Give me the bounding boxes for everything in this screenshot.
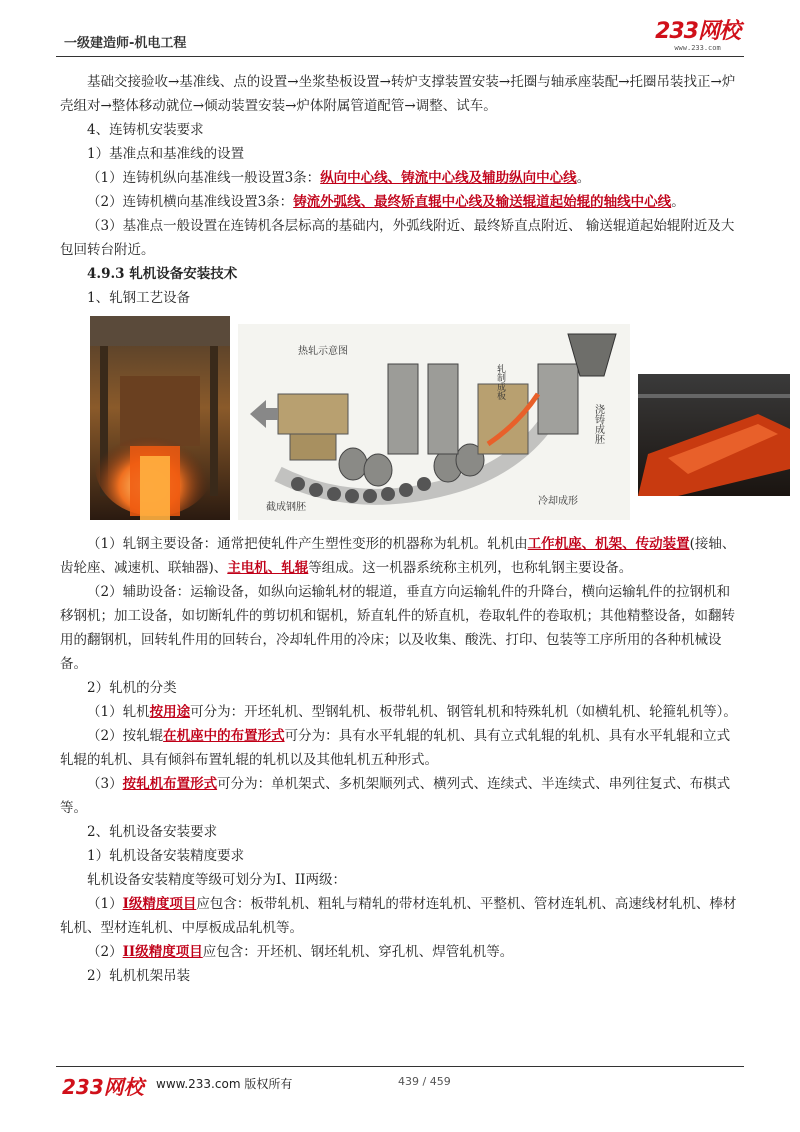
text-span: 可分为：具有水平轧辊的轧机、具有立式轧辊的轧机、具有水平轧辊和立式轧辊的轧机、具有倾斜布置轧辊的轧机以及其他轧机五种形式。: [60, 728, 731, 768]
highlight-text: 按用途: [149, 704, 191, 720]
heading-mill-classification: 2）轧机的分类: [87, 680, 177, 696]
rolling-mill-photo: [90, 316, 230, 520]
text-span: 等组成。这一机器系统称主机列，也称轧钢主要设备。: [308, 560, 633, 576]
hot-rolling-diagram: [238, 324, 630, 520]
paragraph-level-one: [60, 892, 740, 940]
diagram-label-title: 热轧示意图: [298, 346, 348, 357]
brand-logo-text: 233网校: [655, 19, 740, 44]
heading-rolling-equipment: 1、轧钢工艺设备: [87, 290, 191, 306]
text-span: （2）按轧辊: [87, 728, 164, 744]
heading-precision-requirements: 1）轧机设备安装精度要求: [87, 848, 245, 864]
diagram-label-pour: 浇铸成胚: [592, 404, 604, 444]
text-span: 。: [671, 194, 685, 210]
paragraph-converter-process: 基础交接验收→基准线、点的设置→坐浆垫板设置→转炉支撑装置安装→托圈与轴承座装配→托圈吊装找正→炉壳组对→整体移动就位→倾动装置安装→炉体附属管道配管→调整、试车。: [60, 74, 736, 114]
highlight-text: 按轧机布置形式: [122, 776, 218, 792]
paragraph-by-layout: [60, 772, 740, 820]
text-span: （1）连铸机纵向基准线一般设置3条：: [87, 170, 321, 186]
brand-logo: [655, 20, 740, 52]
paragraph-datum-points: （3）基准点一般设置在连铸机各层标高的基础内，外弧线附近、最终矫直点附近、 输送辊道起始辊附近及大包回转台附近。: [60, 218, 735, 258]
heading-stand-hoisting: 2）轧机机架吊装: [87, 968, 191, 984]
page-number: 439 / 459: [398, 1075, 451, 1088]
paragraph-precision-levels: 轧机设备安装精度等级可划分为I、II两级：: [87, 872, 346, 888]
text-span: (接轴、齿轮座、减速机、联轴器)、: [60, 536, 736, 576]
text-span: （1）轧钢主要设备：通常把使轧件产生塑性变形的机器称为轧机。轧机由: [87, 536, 528, 552]
paragraph-level-two: [60, 940, 740, 964]
text-span: （2）: [87, 944, 123, 960]
footer-copyright: www.233.com 版权所有: [156, 1077, 293, 1091]
hot-slab-photo: [638, 374, 790, 496]
highlight-text: II级精度项目: [122, 944, 203, 960]
heading-datum-setting: 1）基准点和基准线的设置: [87, 146, 245, 162]
page-footer: [56, 1066, 744, 1097]
highlight-text: I级精度项目: [122, 896, 197, 912]
paragraph-by-roll-arrangement: [60, 724, 740, 772]
document-title: 一级建造师-机电工程: [64, 36, 187, 51]
text-span: （3）: [87, 776, 123, 792]
text-span: （1）轧机: [87, 704, 150, 720]
section-title: 轧机设备安装技术: [129, 266, 238, 282]
text-span: （1）: [87, 896, 123, 912]
document-body: [60, 70, 740, 988]
diagram-label-cut: 截成钢胚: [266, 502, 306, 513]
footer-logo: 233网校: [62, 1075, 144, 1099]
paragraph-longitudinal-datum: [60, 166, 740, 190]
highlight-text: 铸流外弧线、最终矫直辊中心线及输送辊道起始辊的轴线中心线: [293, 194, 672, 210]
heading-continuous-caster: 4、连铸机安装要求: [87, 122, 204, 138]
highlight-text: 在机座中的布置形式: [163, 728, 285, 744]
paragraph-by-purpose: [60, 700, 740, 724]
diagram-label-cool: 冷却成形: [538, 496, 578, 507]
text-span: 可分为：开坯轧机、型钢轧机、板带轧机、钢管轧机和特殊轧机（如横轧机、轮箍轧机等）。: [190, 704, 737, 720]
text-span: （2）连铸机横向基准线设置3条：: [87, 194, 294, 210]
paragraph-main-equipment: [60, 532, 740, 580]
highlight-text: 工作机座、机架、传动装置: [527, 536, 690, 552]
brand-logo-url: www.233.com: [674, 44, 721, 52]
section-number: 4.9.3: [87, 266, 125, 282]
paragraph-transverse-datum: [60, 190, 740, 214]
figure-row: [60, 316, 740, 526]
highlight-text: 纵向中心线、铸流中心线及辅助纵向中心线: [320, 170, 577, 186]
text-span: 。: [576, 170, 591, 186]
text-span: 应包含：开坯机、钢坯轧机、穿孔机、焊管轧机等。: [202, 944, 514, 960]
text-span: 应包含：板带轧机、粗轧与精轧的带材连轧机、平整机、管材连轧机、高速线材轧机、棒材轧机、型材连轧机、中厚板成品轧机等。: [60, 896, 737, 936]
paragraph-auxiliary-equipment: （2）辅助设备：运输设备，如纵向运输轧材的辊道，垂直方向运输轧件的升降台，横向运输轧件的拉钢机和移钢机；加工设备，如切断轧件的剪切机和锯机，矫直轧件的矫直机，卷取轧件的卷取机；其他精整设备，如翻转用的翻钢机，回转轧件用的回转台，冷却轧件用的冷床；以及收集、酸洗、打印、包装等工序所用的各种机械设备。: [60, 584, 735, 672]
highlight-text: 主电机、轧辊: [227, 560, 309, 576]
section-heading-493: [60, 262, 740, 286]
text-span: 可分为：单机架式、多机架顺列式、横列式、连续式、半连续式、串列往复式、布棋式等。: [60, 776, 731, 816]
page-header: [56, 18, 744, 57]
heading-installation-requirements: 2、轧机设备安装要求: [87, 824, 218, 840]
diagram-label-roll: 轧制成板: [495, 364, 505, 400]
